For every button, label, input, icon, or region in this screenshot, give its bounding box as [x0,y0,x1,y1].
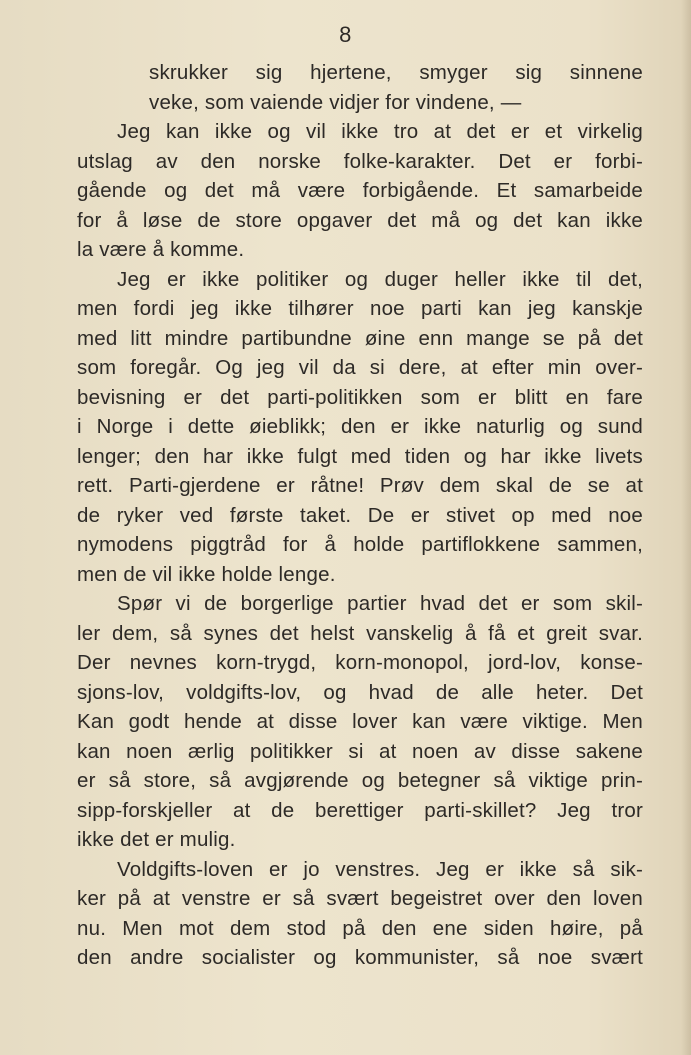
text-line: nymodens piggtråd for å holde partiflokkene sammen, [77,533,643,556]
text-line: men de vil ikke holde lenge. [77,562,336,586]
body-text [77,58,643,973]
text-line: lenger; den har ikke fulgt med tiden og har ikke livets [77,444,643,468]
text-line: kan noen ærlig politikker si at noen av disse sakene [77,739,643,763]
text-line: sipp-forskjeller at de berettiger parti-skillet? Jeg tror [77,798,643,822]
text-line: med litt mindre partibundne øine enn mange se på det [77,326,643,350]
text-line: gående og det må være forbigående. Et samarbeide [77,179,643,202]
text-line: er så store, så avgjørende og betegner så viktige prin- [77,769,643,792]
text-line: ker på at venstre er så svært begeistret over den loven [77,887,643,910]
text-line: Spør vi de borgerlige partier hvad det er som skil- [117,592,643,615]
text-line: Der nevnes korn-trygd, korn-monopol, jord-lov, konse- [77,651,643,674]
text-line: de ryker ved første taket. De er stivet op med noe [77,503,643,527]
text-line: utslag av den norske folke-karakter. Det er forbi- [77,149,643,173]
text-line: men fordi jeg ikke tilhører noe parti kan jeg kanskje [77,297,643,320]
page-number: 8 [339,22,352,47]
text-line: for å løse de store opgaver det må og det kan ikke [77,208,643,232]
text-line: rett. Parti-gjerdene er råtne! Prøv dem skal de se at [77,474,643,497]
text-line: som foregår. Og jeg vil da si dere, at efter min over- [77,356,643,379]
text-line: skrukker sig hjertene, smyger sig sinnene [149,61,643,84]
text-line: i Norge i dette øieblikk; den er ikke naturlig og sund [77,415,643,438]
text-line: Jeg er ikke politiker og duger heller ikke til det, [117,267,643,291]
text-line: den andre socialister og kommunister, så noe svært [77,946,643,969]
text-line: la være å komme. [77,238,245,261]
text-line: Kan godt hende at disse lover kan være viktige. Men [77,710,643,733]
text-line: ler dem, så synes det helst vanskelig å få et greit svar. [77,621,643,645]
text-line: ikke det er mulig. [77,828,236,851]
text-line: bevisning er det parti-politikken som er blitt en fare [77,385,643,409]
text-line: nu. Men mot dem stod på den ene siden høire, på [77,916,643,940]
text-line: Voldgifts-loven er jo venstres. Jeg er ikke så sik- [117,857,643,881]
text-line: sjons-lov, voldgifts-lov, og hvad de alle heter. Det [77,680,643,704]
text-line: veke, som vaiende vidjer for vindene, — [149,90,522,114]
text-line: Jeg kan ikke og vil ikke tro at det er et virkelig [117,120,643,143]
page-edge-shadow [681,0,691,1055]
